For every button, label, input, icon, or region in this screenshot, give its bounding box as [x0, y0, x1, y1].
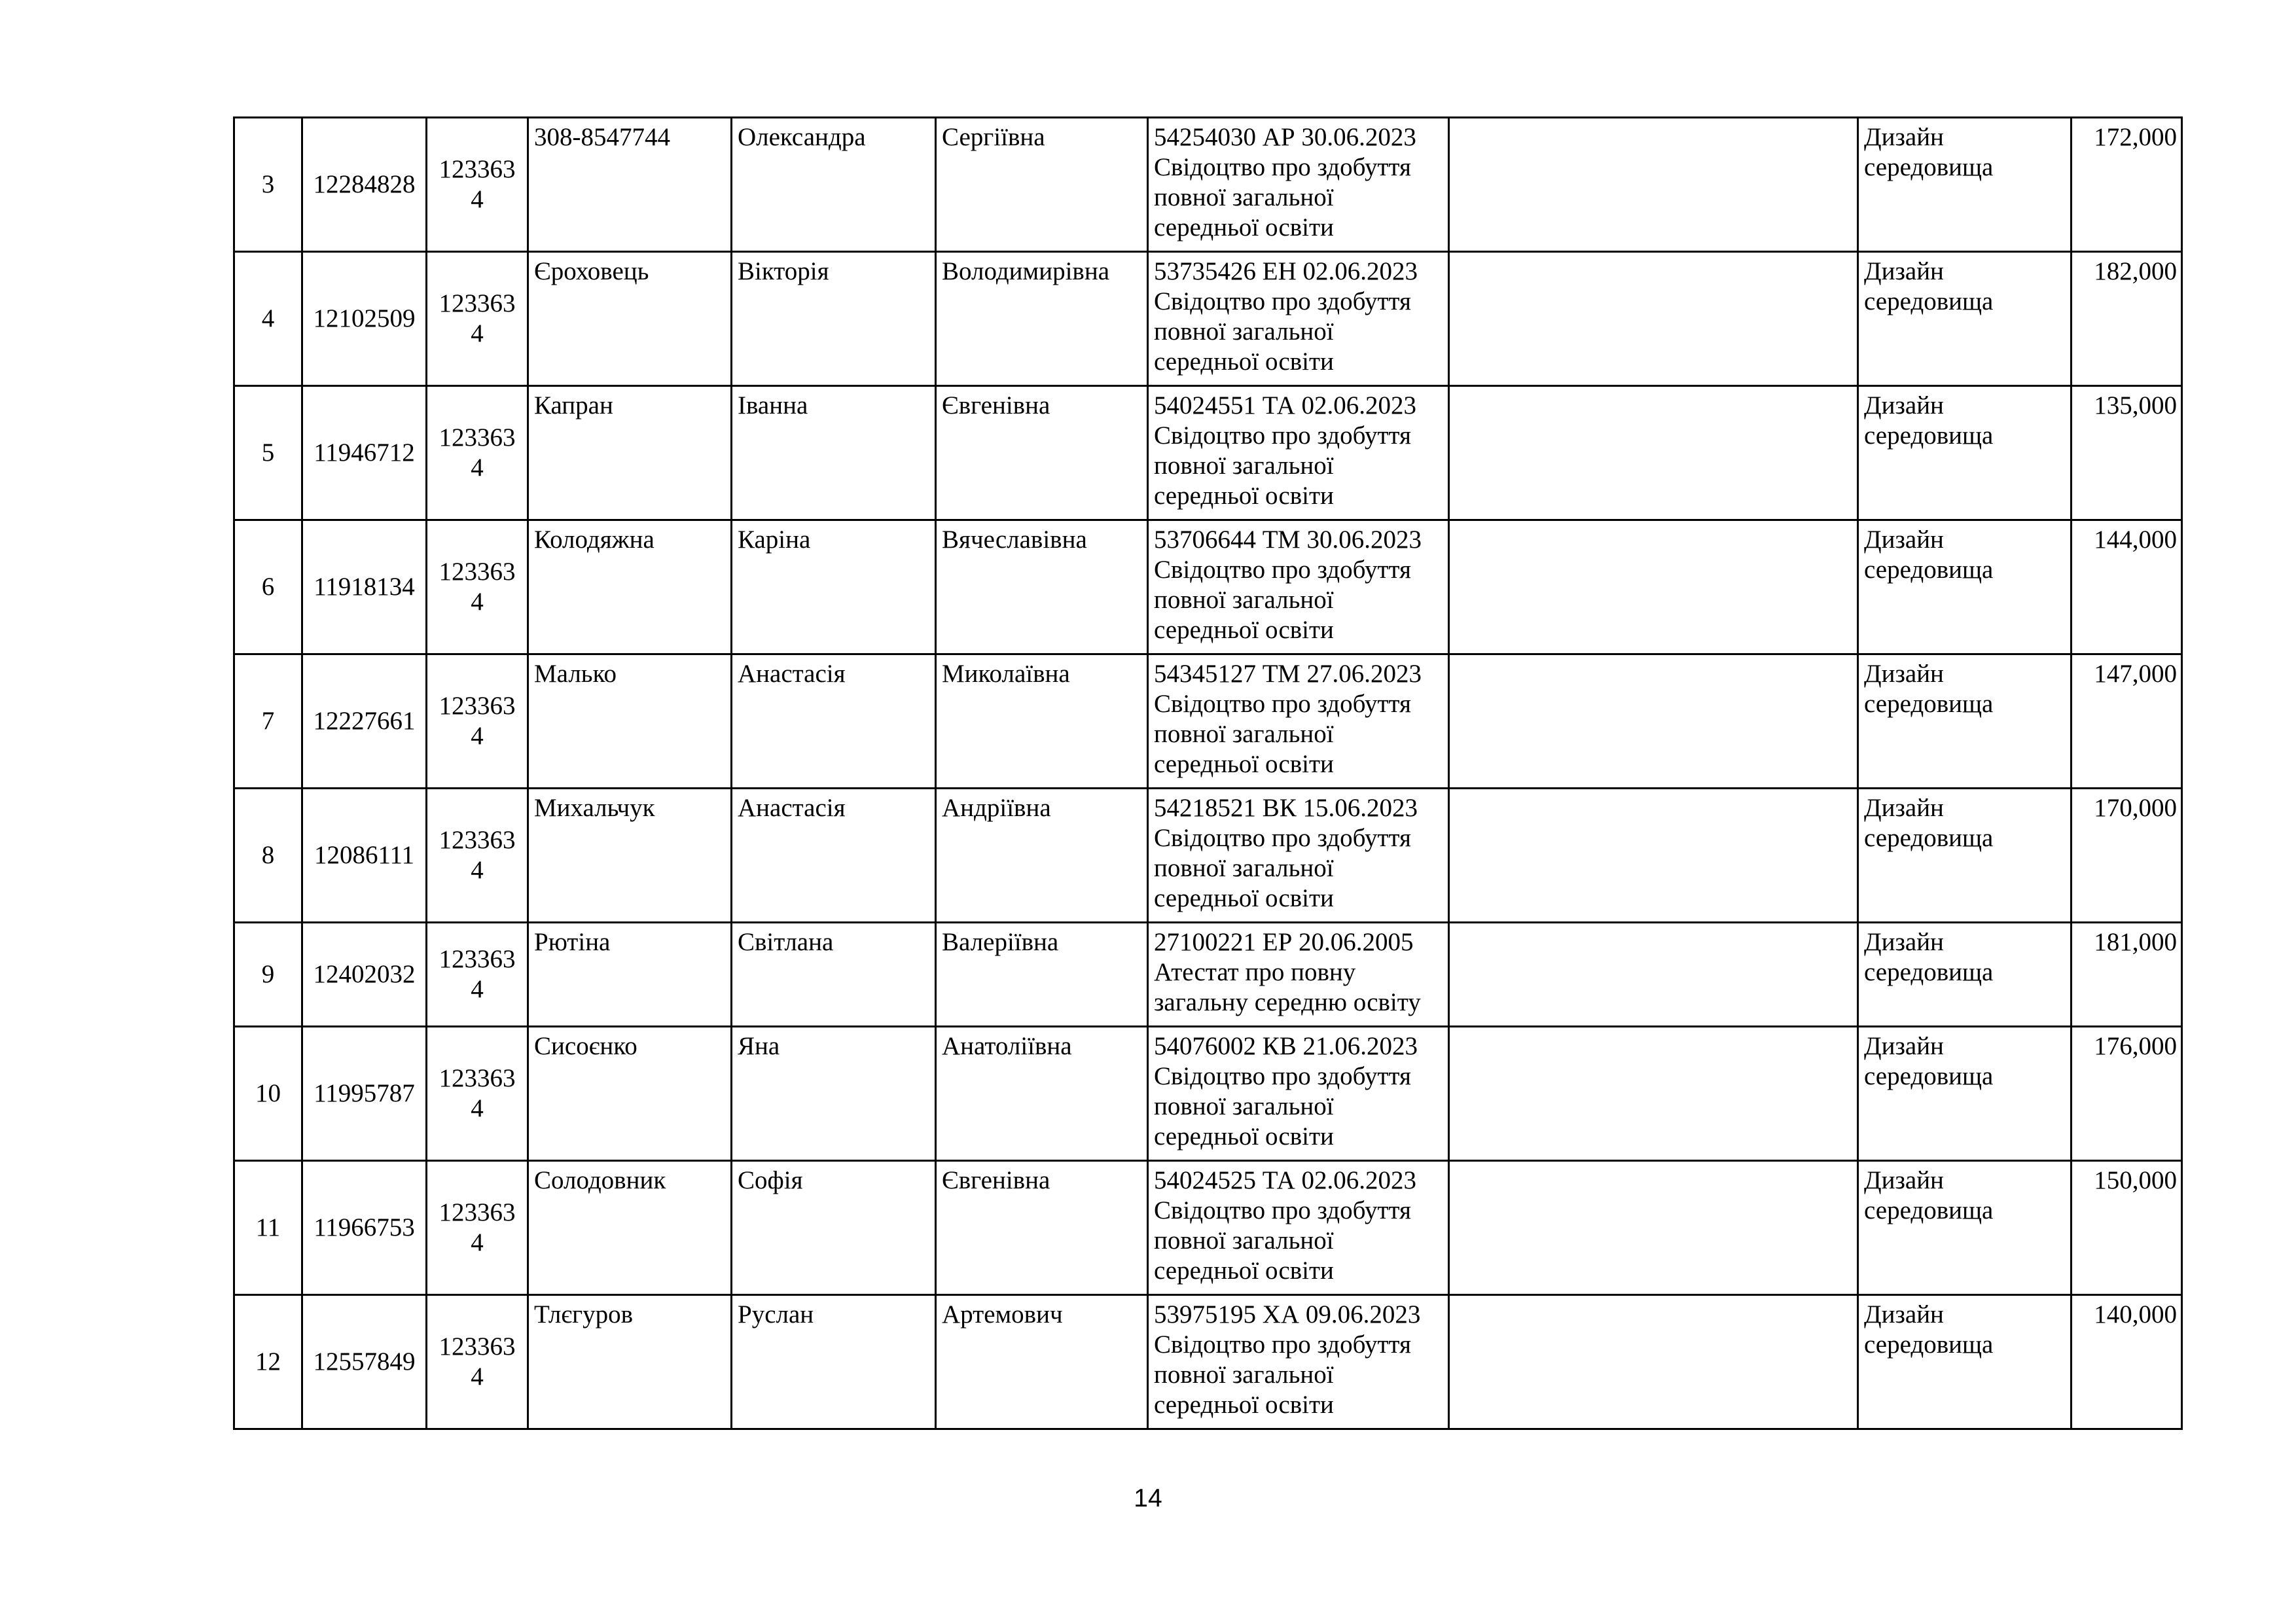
specialty-cell: [1858, 789, 2072, 923]
specialty-cell: [1858, 1295, 2072, 1429]
education-document-line: Свідоцтво про здобуття: [1154, 824, 1411, 852]
program-code-line: 123363: [439, 423, 516, 452]
surname-cell: 308-8547744: [528, 118, 732, 252]
specialty-line: середовища: [1864, 824, 1994, 852]
education-document-line: повної загальної: [1154, 317, 1334, 346]
specialty-line: середовища: [1864, 556, 1994, 584]
education-document-line: повної загальної: [1154, 1092, 1334, 1120]
row-number-cell: 9: [234, 923, 302, 1027]
note-cell: [1449, 1161, 1858, 1295]
specialty-cell: [1858, 386, 2072, 520]
row-number-cell: 3: [234, 118, 302, 252]
education-document-line: Свідоцтво про здобуття: [1154, 556, 1411, 584]
education-document-line: 54024525 ТА 02.06.2023: [1154, 1166, 1417, 1194]
patronymic-cell: Анатоліївна: [936, 1027, 1148, 1161]
table-row: [234, 1161, 2182, 1295]
education-document-line: повної загальної: [1154, 1226, 1334, 1255]
education-document-line: Свідоцтво про здобуття: [1154, 1062, 1411, 1090]
competitive-score-cell: 150,000: [2072, 1161, 2182, 1295]
patronymic-cell: Євгенівна: [936, 386, 1148, 520]
program-code-cell: [427, 386, 528, 520]
applicant-id-cell: 11966753: [302, 1161, 427, 1295]
applicant-id-cell: 12227661: [302, 654, 427, 789]
specialty-line: Дизайн: [1864, 928, 1944, 956]
row-number-cell: 5: [234, 386, 302, 520]
education-document-cell: [1148, 789, 1449, 923]
education-document-line: Атестат про повну: [1154, 958, 1356, 986]
education-document-line: 53735426 ЕН 02.06.2023: [1154, 257, 1418, 285]
program-code-line: 123363: [439, 1064, 516, 1092]
row-number-cell: 6: [234, 520, 302, 654]
table-row: [234, 789, 2182, 923]
specialty-line: Дизайн: [1864, 257, 1944, 285]
table-row: [234, 1295, 2182, 1429]
patronymic-cell: Валеріївна: [936, 923, 1148, 1027]
program-code-line: 123363: [439, 1198, 516, 1226]
specialty-line: Дизайн: [1864, 391, 1944, 419]
first-name-cell: Олександра: [732, 118, 936, 252]
education-document-line: середньої освіти: [1154, 213, 1334, 241]
surname-cell: Капран: [528, 386, 732, 520]
specialty-cell: [1858, 1027, 2072, 1161]
program-code-cell: [427, 1027, 528, 1161]
table-row: [234, 252, 2182, 386]
note-cell: [1449, 923, 1858, 1027]
education-document-cell: [1148, 923, 1449, 1027]
first-name-cell: Анастасія: [732, 789, 936, 923]
education-document-line: середньої освіти: [1154, 750, 1334, 778]
education-document-line: середньої освіти: [1154, 1257, 1334, 1285]
note-cell: [1449, 789, 1858, 923]
program-code-line: 4: [471, 722, 484, 750]
first-name-cell: Каріна: [732, 520, 936, 654]
competitive-score-cell: 172,000: [2072, 118, 2182, 252]
program-code-line: 4: [471, 185, 484, 213]
specialty-line: середовища: [1864, 421, 1994, 450]
first-name-cell: Анастасія: [732, 654, 936, 789]
education-document-line: повної загальної: [1154, 1361, 1334, 1389]
education-document-line: середньої освіти: [1154, 616, 1334, 644]
note-cell: [1449, 1295, 1858, 1429]
specialty-line: Дизайн: [1864, 1166, 1944, 1194]
specialty-line: середовища: [1864, 690, 1994, 718]
specialty-cell: [1858, 520, 2072, 654]
surname-cell: Колодяжна: [528, 520, 732, 654]
education-document-line: Свідоцтво про здобуття: [1154, 153, 1411, 181]
surname-cell: Солодовник: [528, 1161, 732, 1295]
program-code-cell: [427, 923, 528, 1027]
applicant-id-cell: 12086111: [302, 789, 427, 923]
specialty-line: середовища: [1864, 1196, 1994, 1224]
competitive-score-cell: 182,000: [2072, 252, 2182, 386]
competitive-score-cell: 181,000: [2072, 923, 2182, 1027]
first-name-cell: Іванна: [732, 386, 936, 520]
specialty-line: середовища: [1864, 958, 1994, 986]
specialty-cell: [1858, 1161, 2072, 1295]
program-code-line: 123363: [439, 945, 516, 973]
specialty-line: Дизайн: [1864, 1300, 1944, 1329]
surname-cell: Рютіна: [528, 923, 732, 1027]
row-number-cell: 4: [234, 252, 302, 386]
education-document-line: середньої освіти: [1154, 482, 1334, 510]
education-document-line: 53706644 ТМ 30.06.2023: [1154, 526, 1422, 554]
patronymic-cell: Артемович: [936, 1295, 1148, 1429]
table-row: [234, 1027, 2182, 1161]
program-code-line: 4: [471, 1094, 484, 1122]
education-document-line: повної загальної: [1154, 586, 1334, 614]
education-document-line: повної загальної: [1154, 854, 1334, 882]
note-cell: [1449, 118, 1858, 252]
specialty-cell: [1858, 654, 2072, 789]
education-document-line: 54076002 КВ 21.06.2023: [1154, 1032, 1418, 1060]
program-code-line: 123363: [439, 826, 516, 854]
education-document-cell: [1148, 118, 1449, 252]
specialty-line: середовища: [1864, 153, 1994, 181]
applicant-id-cell: 12402032: [302, 923, 427, 1027]
education-document-line: Свідоцтво про здобуття: [1154, 1330, 1411, 1359]
patronymic-cell: Євгенівна: [936, 1161, 1148, 1295]
note-cell: [1449, 654, 1858, 789]
program-code-line: 4: [471, 1363, 484, 1391]
table-row: [234, 520, 2182, 654]
surname-cell: Тлєгуров: [528, 1295, 732, 1429]
specialty-line: Дизайн: [1864, 526, 1944, 554]
education-document-cell: [1148, 654, 1449, 789]
program-code-line: 4: [471, 975, 484, 1003]
applicant-id-cell: 11995787: [302, 1027, 427, 1161]
education-document-cell: [1148, 386, 1449, 520]
page-number: 14: [1134, 1484, 1162, 1512]
program-code-line: 4: [471, 856, 484, 884]
education-document-line: середньої освіти: [1154, 1391, 1334, 1419]
competitive-score-cell: 144,000: [2072, 520, 2182, 654]
program-code-cell: [427, 789, 528, 923]
table-body: [234, 118, 2182, 1429]
applicant-id-cell: 12102509: [302, 252, 427, 386]
specialty-cell: [1858, 118, 2072, 252]
competitive-score-cell: 135,000: [2072, 386, 2182, 520]
row-number-cell: 7: [234, 654, 302, 789]
specialty-line: середовища: [1864, 287, 1994, 315]
program-code-line: 4: [471, 319, 484, 348]
education-document-line: Свідоцтво про здобуття: [1154, 421, 1411, 450]
education-document-line: загальну середню освіту: [1154, 988, 1421, 1016]
education-document-line: повної загальної: [1154, 183, 1334, 211]
program-code-cell: [427, 1295, 528, 1429]
specialty-line: Дизайн: [1864, 660, 1944, 688]
table-row: [234, 923, 2182, 1027]
program-code-line: 4: [471, 1228, 484, 1257]
program-code-cell: [427, 252, 528, 386]
surname-cell: Сисоєнко: [528, 1027, 732, 1161]
applicants-table: [233, 116, 2183, 1430]
education-document-line: 53975195 ХА 09.06.2023: [1154, 1300, 1421, 1329]
program-code-cell: [427, 118, 528, 252]
education-document-line: 54254030 АР 30.06.2023: [1154, 123, 1416, 151]
first-name-cell: Руслан: [732, 1295, 936, 1429]
competitive-score-cell: 176,000: [2072, 1027, 2182, 1161]
row-number-cell: 12: [234, 1295, 302, 1429]
specialty-cell: [1858, 252, 2072, 386]
surname-cell: Малько: [528, 654, 732, 789]
program-code-cell: [427, 520, 528, 654]
competitive-score-cell: 147,000: [2072, 654, 2182, 789]
specialty-line: середовища: [1864, 1062, 1994, 1090]
education-document-line: Свідоцтво про здобуття: [1154, 1196, 1411, 1224]
program-code-cell: [427, 654, 528, 789]
applicant-id-cell: 12557849: [302, 1295, 427, 1429]
program-code-line: 123363: [439, 155, 516, 183]
patronymic-cell: Сергіївна: [936, 118, 1148, 252]
specialty-line: Дизайн: [1864, 1032, 1944, 1060]
applicant-id-cell: 12284828: [302, 118, 427, 252]
applicant-id-cell: 11918134: [302, 520, 427, 654]
first-name-cell: Софія: [732, 1161, 936, 1295]
patronymic-cell: Володимирівна: [936, 252, 1148, 386]
program-code-line: 123363: [439, 1332, 516, 1361]
row-number-cell: 10: [234, 1027, 302, 1161]
table-row: [234, 118, 2182, 252]
specialty-line: Дизайн: [1864, 123, 1944, 151]
first-name-cell: Вікторія: [732, 252, 936, 386]
competitive-score-cell: 170,000: [2072, 789, 2182, 923]
patronymic-cell: Миколаївна: [936, 654, 1148, 789]
education-document-line: Свідоцтво про здобуття: [1154, 287, 1411, 315]
program-code-line: 4: [471, 588, 484, 616]
note-cell: [1449, 520, 1858, 654]
table-row: [234, 386, 2182, 520]
program-code-line: 4: [471, 454, 484, 482]
education-document-cell: [1148, 520, 1449, 654]
education-document-line: середньої освіти: [1154, 1122, 1334, 1150]
education-document-line: середньої освіти: [1154, 884, 1334, 912]
row-number-cell: 11: [234, 1161, 302, 1295]
education-document-cell: [1148, 1161, 1449, 1295]
note-cell: [1449, 1027, 1858, 1161]
competitive-score-cell: 140,000: [2072, 1295, 2182, 1429]
education-document-line: Свідоцтво про здобуття: [1154, 690, 1411, 718]
patronymic-cell: Андріївна: [936, 789, 1148, 923]
education-document-line: 54024551 ТА 02.06.2023: [1154, 391, 1417, 419]
education-document-line: 54345127 ТМ 27.06.2023: [1154, 660, 1422, 688]
specialty-line: Дизайн: [1864, 794, 1944, 822]
row-number-cell: 8: [234, 789, 302, 923]
program-code-line: 123363: [439, 558, 516, 586]
surname-cell: Михальчук: [528, 789, 732, 923]
applicant-id-cell: 11946712: [302, 386, 427, 520]
education-document-line: 54218521 ВК 15.06.2023: [1154, 794, 1418, 822]
program-code-line: 123363: [439, 692, 516, 720]
education-document-line: 27100221 ЕР 20.06.2005: [1154, 928, 1414, 956]
specialty-line: середовища: [1864, 1330, 1994, 1359]
education-document-cell: [1148, 252, 1449, 386]
first-name-cell: Яна: [732, 1027, 936, 1161]
education-document-cell: [1148, 1295, 1449, 1429]
education-document-line: середньої освіти: [1154, 348, 1334, 376]
education-document-line: повної загальної: [1154, 452, 1334, 480]
specialty-cell: [1858, 923, 2072, 1027]
education-document-cell: [1148, 1027, 1449, 1161]
education-document-line: повної загальної: [1154, 720, 1334, 748]
note-cell: [1449, 386, 1858, 520]
program-code-cell: [427, 1161, 528, 1295]
table-row: [234, 654, 2182, 789]
note-cell: [1449, 252, 1858, 386]
patronymic-cell: Вячеславівна: [936, 520, 1148, 654]
program-code-line: 123363: [439, 289, 516, 317]
first-name-cell: Світлана: [732, 923, 936, 1027]
surname-cell: Єроховець: [528, 252, 732, 386]
